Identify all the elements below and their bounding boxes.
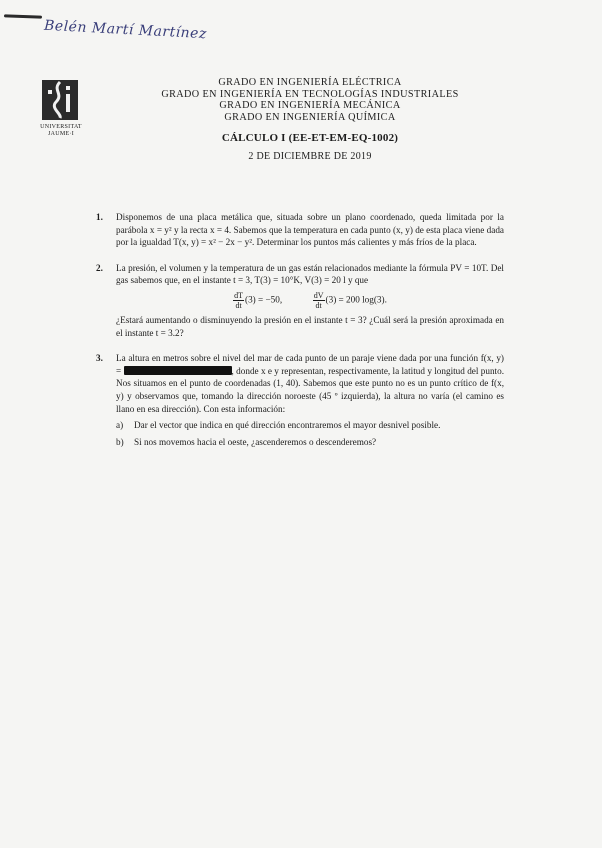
redacted-formula	[124, 366, 232, 375]
student-name-handwritten: Belén Martí Martínez	[43, 17, 208, 43]
degree-line: GRADO EN INGENIERÍA QUÍMICA	[224, 111, 396, 123]
problem-intro: La presión, el volumen y la temperatura de un gas están relacionados mediante la fórmula PV = 10T. Del gas sabemos que, en el instante t = 3, T(3) = 10°K, V(3) = 20 l y que	[116, 262, 504, 286]
problem-text: Disponemos de una placa metálica que, situada sobre un plano coordenado, queda limitada por la parábola x = y² y la recta x = 4. Sabemos que la temperatura en cada punto (x, y) de esta placa viene dada por la igualdad T(x, y) = x² − 2x − y². Determinar los puntos más calientes y más fríos de la placa.	[116, 212, 504, 248]
problem-question: ¿Estará aumentando o disminuyendo la presión en el instante t = 3? ¿Cuál será la presión aproximada en el instante t = 3.2?	[116, 314, 504, 338]
logo-emblem-icon	[42, 80, 78, 120]
subitem-label: a)	[116, 420, 124, 431]
problem-3	[96, 352, 504, 448]
problem-list	[96, 211, 504, 448]
problem-text-before: La altura en metros sobre el nivel del mar de cada punto de un paraje viene dada por una función f(x, y) =	[116, 353, 504, 376]
logo-text: UNIVERSITAT JAUME·I	[40, 124, 82, 137]
degree-line: GRADO EN INGENIERÍA MECÁNICA	[219, 100, 401, 112]
formula-b-value: (3) = 200 log(3).	[325, 294, 387, 305]
problem-number: 2.	[96, 262, 103, 273]
problem-number: 3.	[96, 353, 103, 364]
derivative-formulas	[116, 291, 504, 310]
subitem-b	[116, 436, 504, 449]
university-logo	[34, 80, 88, 138]
exam-header	[130, 77, 490, 162]
subitem-text: Si nos movemos hacia el oeste, ¿ascenderemos o descenderemos?	[134, 436, 377, 447]
problem-text	[116, 352, 504, 415]
fraction-dV-dt: $\frac{dV}{dt}$	[313, 290, 324, 310]
subitem-label: b)	[116, 436, 124, 447]
subitem-a	[116, 419, 504, 432]
degree-line: GRADO EN INGENIERÍA EN TECNOLOGÍAS INDUSTRIALES	[161, 88, 459, 100]
formula-a-value: (3) = −50,	[245, 294, 283, 305]
subitem-text: Dar el vector que indica en qué dirección encontraremos el mayor desnivel posible.	[134, 420, 441, 431]
fraction-dT-dt: $\frac{dT}{dt}$	[234, 290, 244, 310]
course-title: CÁLCULO I (EE-ET-EM-EQ-1002)	[221, 132, 399, 145]
degree-line: GRADO EN INGENIERÍA ELÉCTRICA	[218, 77, 402, 88]
problem-text-after: , donde x e y representan, respectivamente, la latitud y longitud del punto. Nos situamos en el punto de coordenadas (1, 40). Sabemos que este punto no es un punto crítico de f(x, y) y observamos que, tomando la dirección noroeste (45 º izquierda), la altura no varía (el camino es llano en esa dirección). Con esta información:	[116, 365, 504, 414]
problem-2	[96, 262, 504, 339]
logo-emblem	[42, 80, 78, 120]
exam-date: 2 DE DICIEMBRE DE 2019	[248, 151, 372, 163]
problem-1	[96, 211, 504, 249]
problem-number: 1.	[96, 212, 103, 222]
pen-stroke	[4, 14, 42, 18]
